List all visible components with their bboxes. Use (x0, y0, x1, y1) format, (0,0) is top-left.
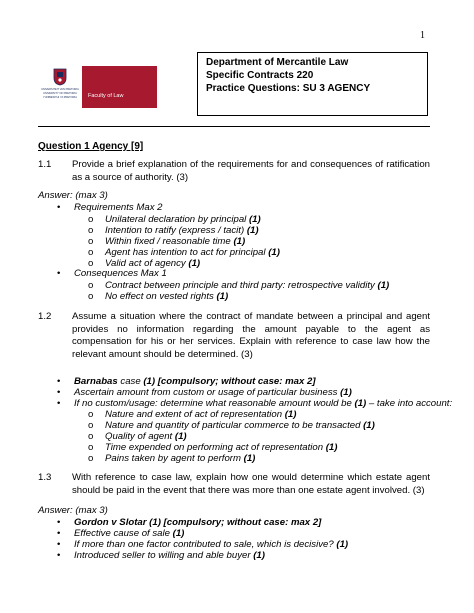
answer-label: Answer: (max 3) (38, 190, 108, 201)
circle-bullet-icon: o (88, 420, 94, 431)
circle-bullet-icon: o (88, 258, 94, 269)
faculty-label: Faculty of Law (88, 93, 124, 99)
question-title: Question 1 Agency [9] (38, 141, 144, 152)
page-number: 1 (420, 30, 425, 41)
bullet-icon: • (57, 268, 61, 279)
course-header-box (197, 52, 428, 116)
circle-bullet-icon: o (88, 453, 94, 464)
faculty-banner (82, 66, 157, 108)
university-name-line: UNIVERSITEIT VAN PRETORIA (41, 88, 79, 91)
bullet-icon: • (57, 517, 61, 528)
circle-bullet-icon: o (88, 291, 94, 302)
bullet-icon: • (57, 202, 61, 213)
university-name-line: YUNIBESITHI YA PRETORIA (42, 96, 77, 99)
bullet-icon: • (57, 528, 61, 539)
bullet-icon: • (57, 398, 61, 409)
question-text: Provide a brief explanation of the requirements for and consequences of ratification as a source of authority. (3) (72, 159, 430, 183)
bullet-icon: • (57, 539, 61, 550)
circle-bullet-icon: o (88, 409, 94, 420)
university-logo (38, 66, 82, 108)
department-title: Department of Mercantile Law (206, 57, 349, 68)
question-text: With reference to case law, explain how one would determine which estate agent should be paid in the event that there was more than one estate agent involved. (3) (72, 472, 430, 496)
course-title: Specific Contracts 220 (206, 70, 314, 81)
bullet-icon: • (57, 550, 61, 561)
question-text: Assume a situation where the contract of mandate between a principal and agent provides no information regarding the amount payable to the agent as compensation for his or her services. Explain with reference to case law how the relevant amount should be determined. (3) (72, 311, 430, 360)
crest-icon (53, 68, 67, 86)
answer-label: Answer: (max 3) (38, 505, 108, 516)
horizontal-rule (38, 126, 430, 127)
question-number: 1.1 (38, 159, 52, 170)
circle-bullet-icon: o (88, 225, 94, 236)
circle-bullet-icon: o (88, 280, 94, 291)
practice-title: Practice Questions: SU 3 AGENCY (206, 83, 371, 94)
circle-bullet-icon: o (88, 247, 94, 258)
circle-bullet-icon: o (88, 431, 94, 442)
circle-bullet-icon: o (88, 236, 94, 247)
question-number: 1.3 (38, 472, 52, 483)
circle-bullet-icon: o (88, 214, 94, 225)
university-name-line: UNIVERSITY OF PRETORIA (43, 92, 77, 95)
bullet-icon: • (57, 376, 61, 387)
circle-bullet-icon: o (88, 442, 94, 453)
question-number: 1.2 (38, 311, 52, 322)
bullet-icon: • (57, 387, 61, 398)
